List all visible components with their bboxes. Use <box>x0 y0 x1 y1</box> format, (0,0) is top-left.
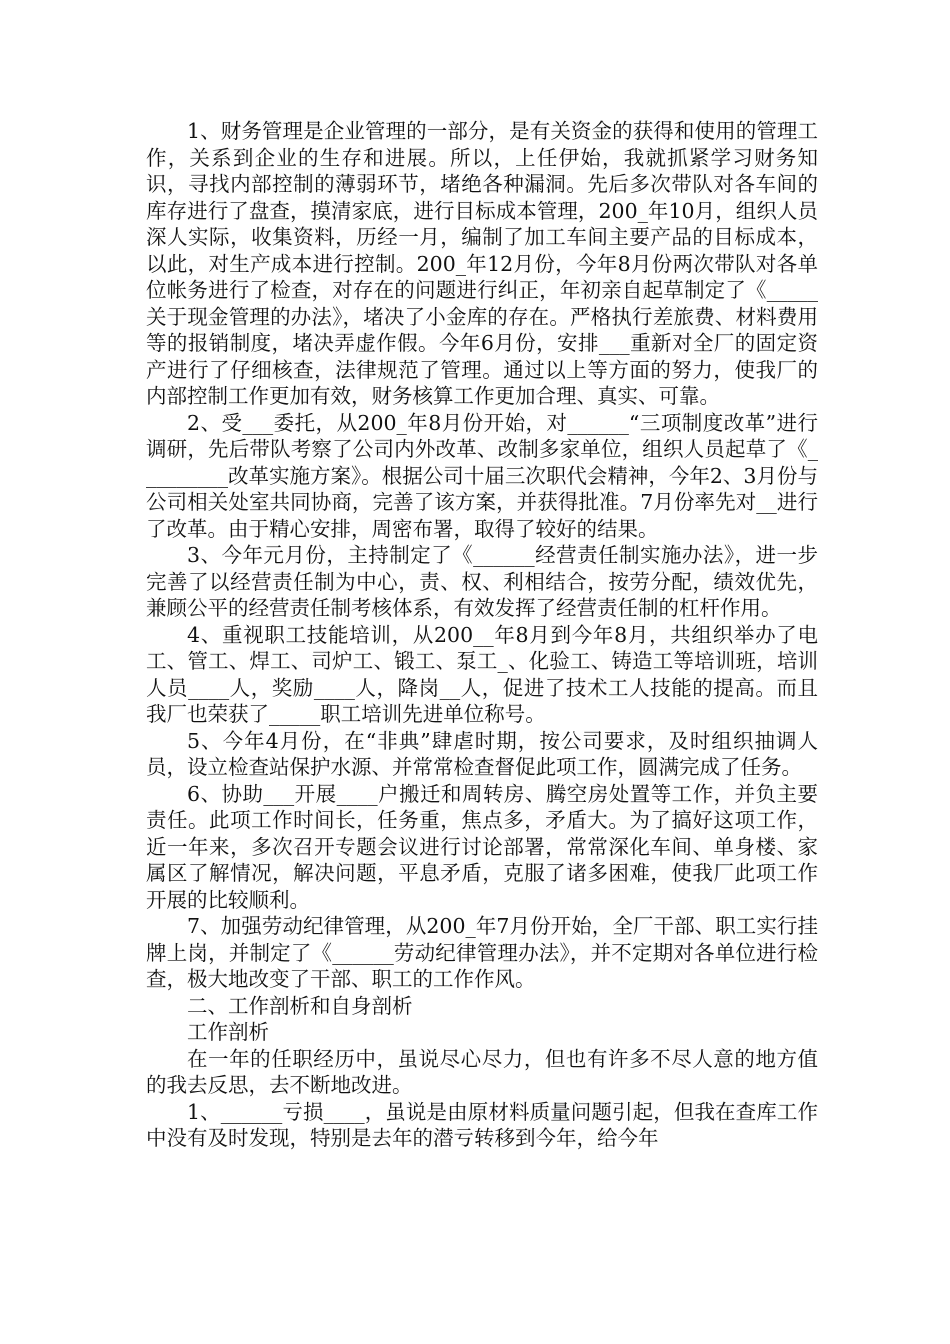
document-body <box>146 118 818 1152</box>
paragraph-responsibility-system: 3、今年元月份，主持制定了《______经营责任制实施办法》，进一步完善了以经营责任制为中心，责、权、利相结合，按劳分配，绩效优先，兼顾公平的经营责任制考核体系，有效发挥了经营责任制的杠杆作用。 <box>146 543 818 620</box>
paragraph-finance-management: 1、财务管理是企业管理的一部分，是有关资金的获得和使用的管理工作，关系到企业的生存和进展。所以，上任伊始，我就抓紧学习财务知识，寻找内部控制的薄弱环节，堵绝各种漏洞。先后多次带队对各车间的库存进行了盘查，摸清家底，进行目标成本管理，200_年10月，组织人员深人实际，收集资料，历经一月，编制了加工车间主要产品的目标成本，以此，对生产成本进行控制。200_年12月份，今年8月份两次带队对各单位帐务进行了检查，对存在的问题进行纠正，年初亲自起草制定了《_____关于现金管理的办法》，堵决了小金库的存在。严格执行差旅费、材料费用等的报销制度，堵决弄虚作假。今年6月份，安排___重新对全厂的固定资产进行了仔细核查，法律规范了管理。通过以上等方面的努力，使我厂的内部控制工作更加有效，财务核算工作更加合理、真实、可靠。 <box>146 119 818 408</box>
paragraph-loss-analysis: 1、______亏损____，虽说是由原材料质量问题引起，但我在查库工作中没有及时发现，特别是去年的潜亏转移到今年，给今年 <box>146 1099 818 1150</box>
paragraph-relocation-work: 6、协助___开展____户搬迁和周转房、腾空房处置等工作，并负主要责任。此项工作时间长，任务重，焦点多，矛盾大。为了搞好这项工作，近一年来，多次召开专题会议进行讨论部署，常常深化车间、单身楼、家属区了解情况，解决问题，平息矛盾，克服了诸多困难，使我厂此项工作开展的比较顺利。 <box>146 781 818 912</box>
paragraph-reform-research: 2、受___委托，从200_年8月份开始，对______“三项制度改革”进行调研，先后带队考察了公司内外改革、改制多家单位，组织人员起草了《_________改革实施方案》。根据公司十届三次职代会精神，今年2、3月份与公司相关处室共同协商，完善了该方案，并获得批准。7月份率先对__进行了改革。由于精心安排，周密布署，取得了较好的结果。 <box>146 410 818 541</box>
paragraph-labor-discipline: 7、加强劳动纪律管理，从200_年7月份开始，全厂干部、职工实行挂牌上岗，并制定了《______劳动纪律管理办法》，并不定期对各单位进行检查，极大地改变了干部、职工的工作作风。 <box>146 914 818 991</box>
paragraph-reflection-intro: 在一年的任职经历中，虽说尽心尽力，但也有许多不尽人意的地方值的我去反思，去不断地改进。 <box>146 1046 818 1097</box>
subheading-work-analysis: 工作剖析 <box>187 1020 269 1044</box>
paragraph-skills-training: 4、重视职工技能培训，从200__年8月到今年8月，共组织举办了电工、管工、焊工、司炉工、锻工、泵工_、化验工、铸造工等培训班，培训人员____人，奖励____人，降岗__人，促进了技术工人技能的提高。而且我厂也荣获了_____职工培训先进单位称号。 <box>146 622 818 726</box>
paragraph-sars-response: 5、今年4月份，在“非典”肆虐时期，按公司要求，及时组织抽调人员，设立检查站保护水源、并常常检查督促此项工作，圆满完成了任务。 <box>146 728 818 779</box>
section-heading-analysis: 二、工作剖析和自身剖析 <box>187 993 413 1018</box>
